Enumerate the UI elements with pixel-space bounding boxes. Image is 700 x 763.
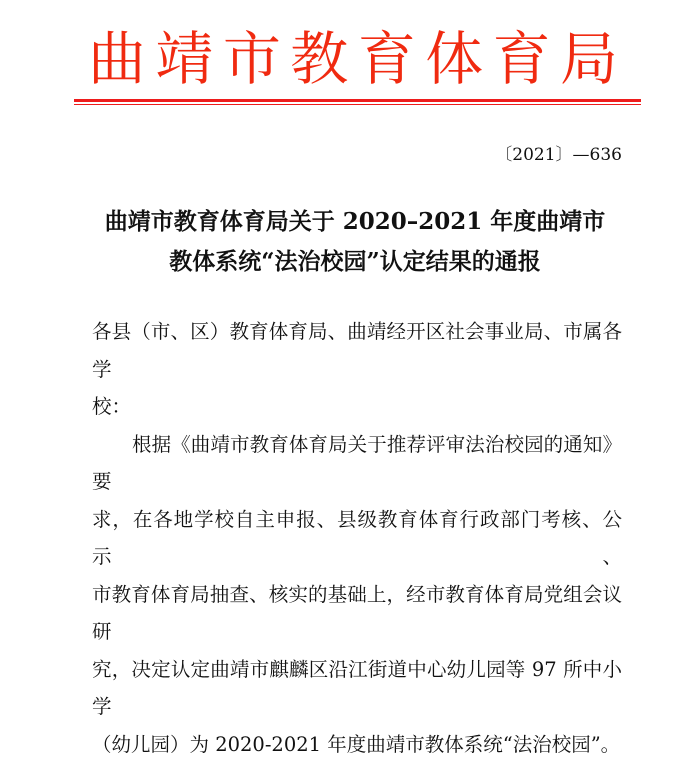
body-line: 市教育体育局抽查、核实的基础上，经市教育体育局党组会议研: [92, 576, 622, 651]
document-body: [92, 313, 622, 763]
header-char: 市: [223, 28, 281, 90]
body-line: 求，在各地学校自主申报、县级教育体育行政部门考核、公示、: [92, 501, 622, 576]
body-line: 各县（市、区）教育体育局、曲靖经开区社会事业局、市属各学: [92, 313, 622, 388]
header-char: 靖: [155, 28, 213, 90]
header-char: 育: [358, 28, 416, 90]
header-char: 曲: [88, 28, 146, 90]
document-title-line-2: 教体系统“法治校园”认定结果的通报: [60, 243, 650, 276]
header-char: 育: [493, 28, 551, 90]
red-divider-thin: [74, 104, 641, 105]
body-line: 校：: [92, 388, 622, 426]
body-line: 根据《曲靖市教育体育局关于推荐评审法治校园的通知》要: [92, 426, 622, 501]
body-line: 究，决定认定曲靖市麒麟区沿江街道中心幼儿园等 97 所中小学: [92, 651, 622, 726]
issuing-authority-header: [88, 28, 618, 90]
document-number: 〔2021〕—636: [495, 140, 622, 165]
document-title-line-1: 曲靖市教育体育局关于 2020–2021 年度曲靖市: [60, 203, 650, 236]
body-line: （幼儿园）为 2020-2021 年度曲靖市教体系统“法治校园”。: [92, 726, 622, 763]
header-char: 局: [560, 28, 618, 90]
red-divider: [74, 99, 641, 102]
header-char: 体: [425, 28, 483, 90]
header-char: 教: [290, 28, 348, 90]
